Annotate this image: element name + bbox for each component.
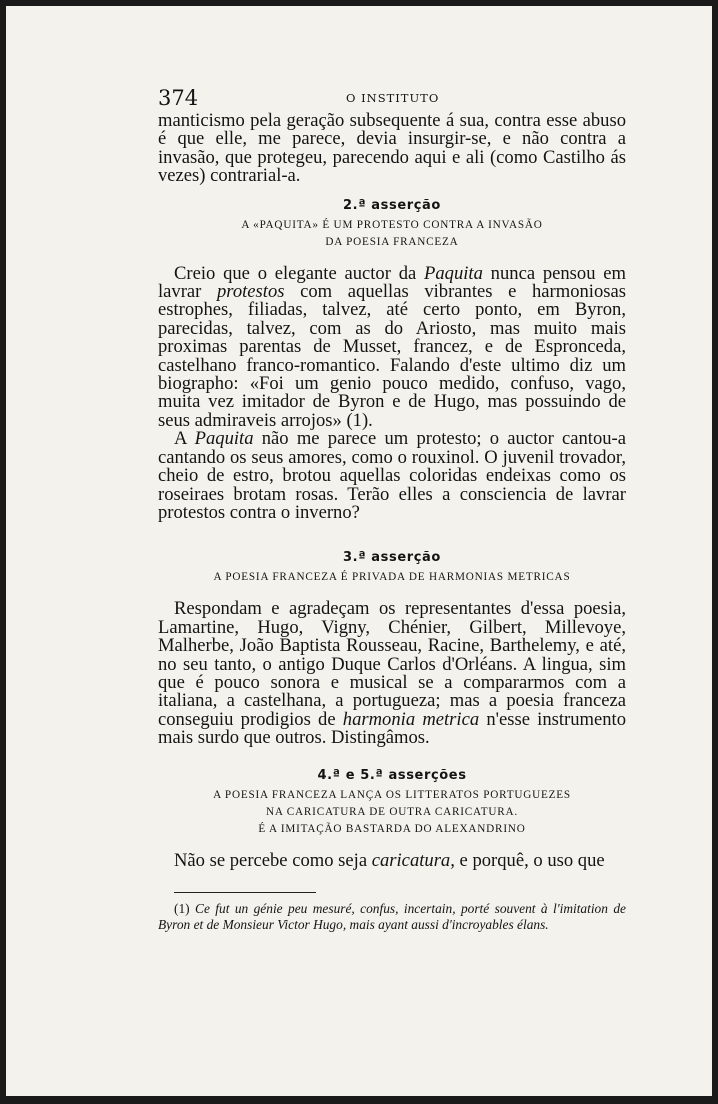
- section-2-paragraph-1: Creio que o elegante auctor da Paquita nunca pensou em lavrar protestos com aquellas vibrantes e harmoniosas estrophes, filiadas, talvez, até certo ponto, em Byron, parecidas, talvez, com as do Ariosto, mas muito mais proximas parentas de Musset, francez, e de Espronceda, castelhano franco-romantico. Falando d'este ultimo diz um biographo: «Foi um genio pouco medido, confuso, vago, muita vez imitador de Byron e de Hugo, mas possuindo de seus admiraveis arrojos» (1).: [158, 262, 626, 431]
- running-title: O INSTITUTO: [346, 91, 440, 105]
- footnote-text: Ce fut un génie peu mesuré, confus, incertain, porté souvent à l'imitation de Byron et de Monsieur Victor Hugo, mais ayant aussi d'incroyables élans.: [158, 900, 626, 932]
- section-3-heading: 3.ª asserção: [343, 550, 441, 566]
- section-2-heading: 2.ª asserção: [343, 197, 441, 213]
- section-45-subhead-line2: NA CARICATURA DE OUTRA CARICATURA.: [266, 805, 518, 818]
- section-45-subhead-line1: A POESIA FRANCEZA LANÇA OS LITTERATOS PORTUGUEZES: [213, 788, 571, 801]
- section-2-paragraph-2: A Paquita não me parece um protesto; o auctor cantou-a cantando os seus amores, como o rouxinol. O juvenil trovador, cheio de estro, brotou aquellas coloridas endeixas como os roseiraes brotam rosas. Terão elles a consciencia de lavrar protestos contra o inverno?: [158, 428, 626, 523]
- section-45-paragraph-1: Não se percebe como seja caricatura, e porquê, o uso que: [174, 849, 605, 871]
- section-45-heading: 4.ª e 5.ª asserções: [317, 767, 467, 783]
- footnote-rule: [174, 892, 316, 893]
- scan-border-top: [0, 0, 718, 6]
- title-paquita: Paquita: [424, 262, 483, 284]
- intro-paragraph: manticismo pela geração subsequente á sua, contra esse abuso é que elle, me parece, devia insurgir-se, e não contra a invasão, que protegeu, parecendo aqui e ali (como Castilho ás vezes) contrarial-a.: [158, 110, 626, 187]
- phrase-harmonia-metrica: harmonia metrica: [342, 708, 480, 730]
- book-page: [158, 86, 626, 933]
- section-2-subhead-line1: A «PAQUITA» É UM PROTESTO CONTRA A INVASÃO: [241, 218, 543, 231]
- scan-border-bottom: [0, 1096, 718, 1104]
- section-45-subhead-line3: É A IMITAÇÃO BASTARDA DO ALEXANDRINO: [258, 822, 526, 835]
- section-3-paragraph-1: Respondam e agradeçam os representantes d'essa poesia, Lamartine, Hugo, Vigny, Chénier, Gilbert, Millevoye, Malherbe, João Baptista Rousseau, Racine, Barthelemy, e até, no seu tanto, o antigo Duque Carlos d'Orléans. A lingua, sim que é pouco sonora e musical se a compararmos com a italiana, a castelhana, a portugueza; mas a poesia franceza conseguiu prodigios de harmonia metrica n'esse instrumento mais surdo que outros. Distingâmos.: [158, 598, 626, 749]
- running-head: [158, 86, 626, 112]
- word-caricatura: caricatura,: [371, 849, 455, 871]
- section-2-subhead-line2: DA POESIA FRANCEZA: [325, 235, 459, 248]
- section-3-subhead: A POESIA FRANCEZA É PRIVADA DE HARMONIAS METRICAS: [213, 571, 571, 584]
- word-protestos: protestos: [217, 281, 285, 303]
- scan-border-right: [712, 0, 718, 1104]
- footnote: [158, 901, 626, 933]
- page-number: 374: [158, 86, 199, 110]
- scan-border-left: [0, 0, 6, 1104]
- title-paquita: Paquita: [194, 428, 254, 450]
- footnote-ref: (1): [174, 900, 190, 916]
